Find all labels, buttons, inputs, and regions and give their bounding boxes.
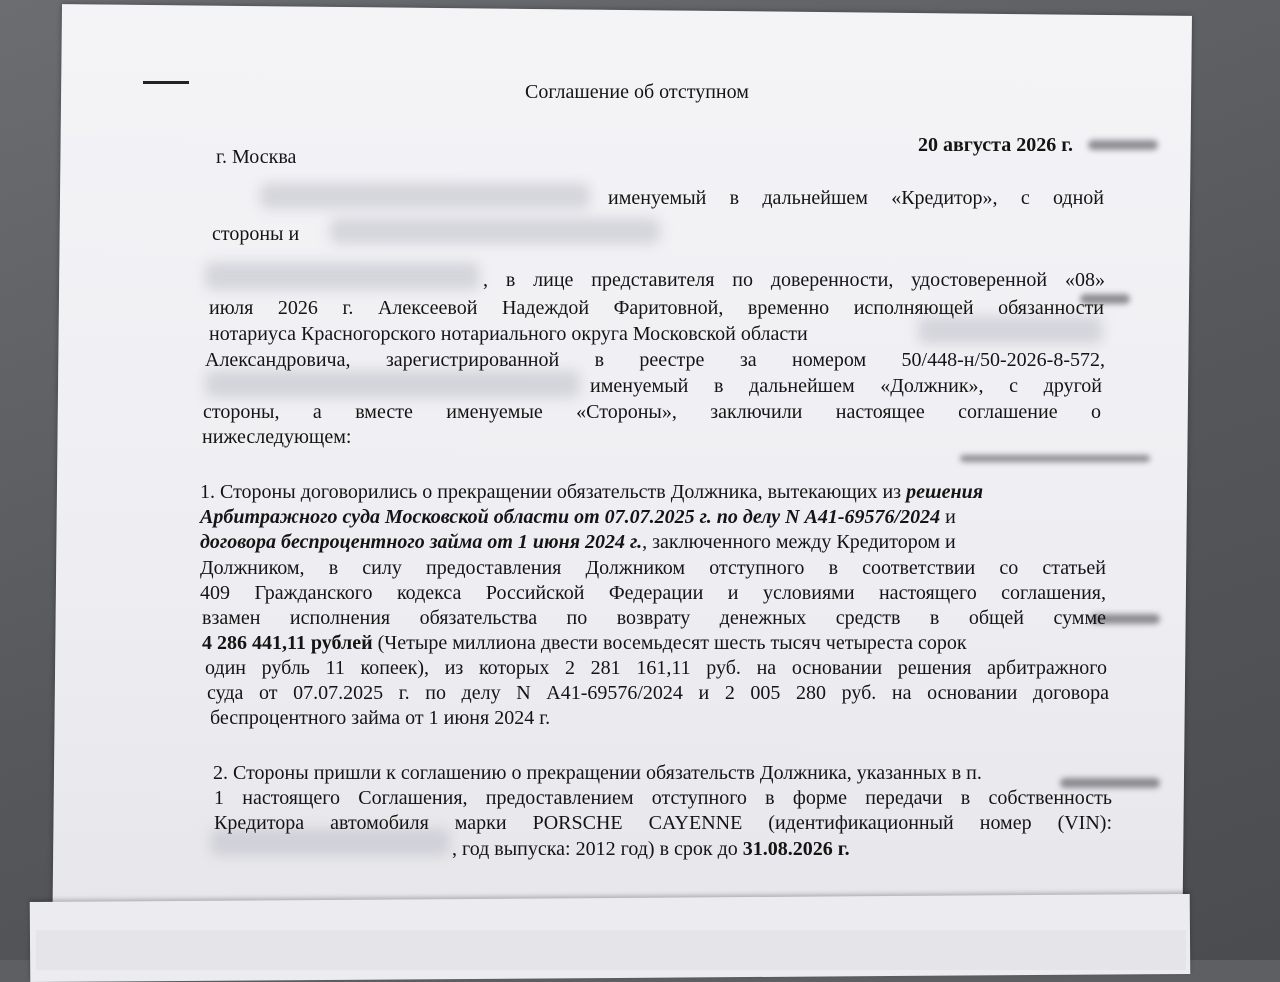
- p1-court-decision: Арбитражного суда Московской области от 07.07.2025 г. по делу N А41-69576/2024: [200, 506, 941, 528]
- p1-line-5: 409 Гражданского кодекса Российской Федерации и условиями настоящего соглашения,: [200, 582, 1106, 604]
- city: г. Москва: [216, 146, 297, 168]
- redacted-debtor: [330, 218, 660, 244]
- p1-line-3-tail: , заключенного между Кредитором и: [642, 531, 956, 553]
- redacted-debtor-2: [205, 370, 580, 398]
- document-date: 20 августа 2026 г.: [918, 134, 1074, 156]
- intro-line-4: июля 2026 г. Алексеевой Надеждой Фаритовной, временно исполняющей обязанности: [209, 297, 1104, 319]
- p1-line-7: [202, 631, 1107, 656]
- p1-line-1-text: 1. Стороны договорились о прекращении обязательств Должника, вытекающих из: [200, 481, 907, 503]
- redacted-creditor: [260, 183, 590, 209]
- p2-line-4-text: , год выпуска: 2012 год) в срок до: [452, 838, 743, 860]
- p2-deadline: 31.08.2026 г.: [742, 838, 850, 860]
- p1-line-8: один рубль 11 копеек), из которых 2 281 161,11 руб. на основании решения арбитражного: [205, 657, 1107, 679]
- intro-line-6: Александровича, зарегистрированной в реестре за номером 50/448-н/50-2026-8-572,: [205, 349, 1105, 371]
- p1-line-10: беспроцентного займа от 1 июня 2024 г.: [210, 707, 551, 729]
- redacted-debtor-name: [205, 262, 480, 290]
- p1-loan-agreement: договора беспроцентного займа от 1 июня 2024 г.: [200, 531, 643, 553]
- p2-line-4: [452, 837, 850, 862]
- intro-line-1: именуемый в дальнейшем «Кредитор», с одной: [608, 187, 1104, 209]
- intro-line-3: , в лице представителя по доверенности, удостоверенной «08»: [483, 269, 1105, 291]
- p1-line-1-emph: решения: [906, 481, 984, 503]
- intro-line-9: нижеследующем:: [202, 426, 352, 448]
- intro-line-8: стороны, а вместе именуемые «Стороны», заключили настоящее соглашение о: [203, 401, 1101, 423]
- p2-line-1: 2. Стороны пришли к соглашению о прекращении обязательств Должника, указанных в п.: [213, 762, 982, 784]
- document-title: Соглашение об отступном: [525, 81, 749, 103]
- p1-total-amount: 4 286 441,11 рублей: [202, 632, 373, 654]
- p2-line-2: 1 настоящего Соглашения, предоставлением отступного в форме передачи в собственность: [214, 787, 1112, 809]
- p1-line-3: [200, 530, 1108, 555]
- p1-amount-words: (Четыре миллиона двести восемьдесят шесть тысяч четыреста сорок: [372, 632, 967, 654]
- scan-streak: [1088, 140, 1158, 150]
- intro-line-2: стороны и: [212, 223, 300, 245]
- p1-line-2-tail: и: [940, 506, 956, 528]
- p2-line-3: Кредитора автомобиля марки PORSCHE CAYENNE (идентификационный номер (VIN):: [214, 812, 1112, 834]
- p1-line-6: взамен исполнения обязательства по возврату денежных средств в общей сумме: [202, 607, 1106, 629]
- intro-line-5: нотариуса Красногорского нотариального округа Московской области: [209, 323, 808, 345]
- p1-line-4: Должником, в силу предоставления Должником отступного в соответствии со статьей: [200, 557, 1106, 579]
- p1-line-2: [200, 505, 1110, 530]
- p1-line-9: суда от 07.07.2025 г. по делу N А41-69576/2024 и 2 005 280 руб. на основании договора: [207, 682, 1109, 704]
- intro-line-7: именуемый в дальнейшем «Должник», с другой: [590, 375, 1102, 397]
- p1-line-1: [200, 480, 1106, 505]
- scan-streak: [960, 455, 1150, 462]
